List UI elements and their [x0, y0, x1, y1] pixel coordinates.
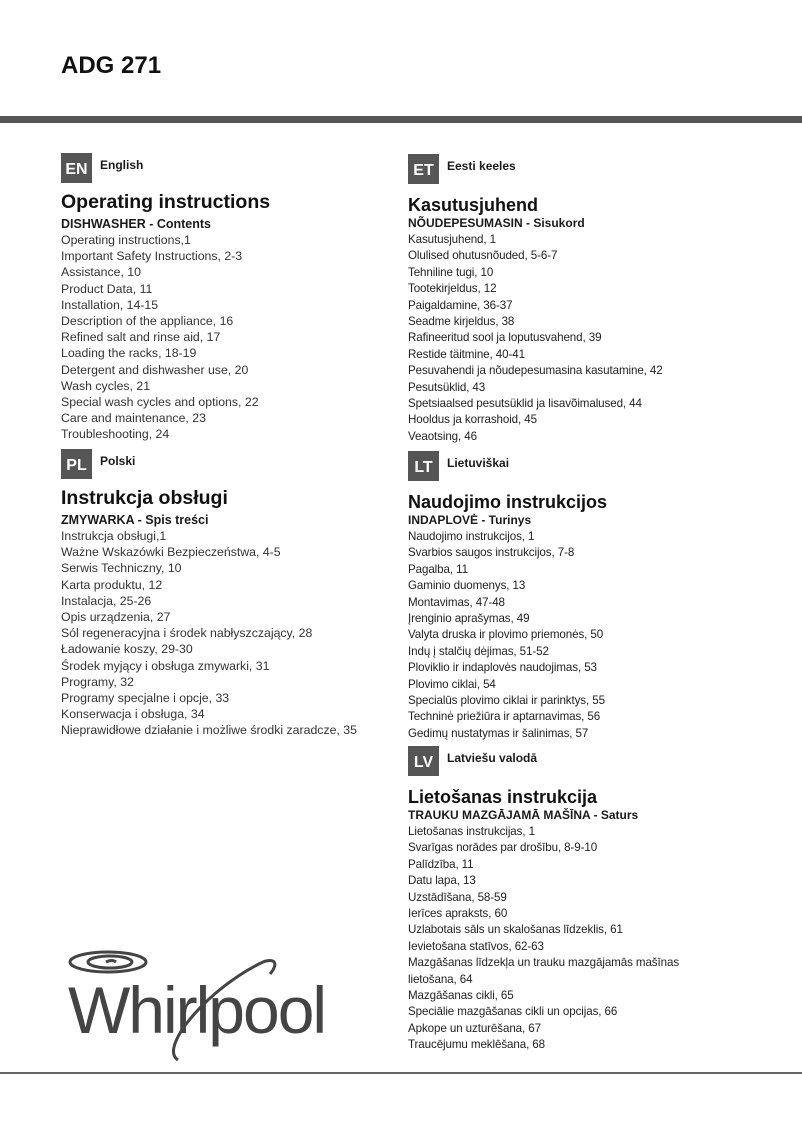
contents-item: Ważne Wskazówki Bezpieczeństwa, 4-5	[61, 545, 281, 560]
contents-item: Techninė priežiūra ir aptarnavimas, 56	[408, 710, 601, 724]
contents-item: Traucējumu meklēšana, 68	[408, 1038, 546, 1052]
footer-line	[0, 1072, 802, 1074]
language-name: Lietuviškai	[447, 456, 510, 470]
contents-item: Naudojimo instrukcijos, 1	[408, 530, 535, 543]
language-header	[408, 451, 607, 482]
language-code-badge: LV	[408, 746, 439, 776]
contents-item: Restide täitmine, 40-41	[408, 347, 525, 361]
contents-item: Opis urządzenia, 27	[61, 610, 171, 625]
contents-item: Detergent and dishwasher use, 20	[61, 362, 249, 377]
contents-item: Tootekirjeldus, 12	[408, 282, 497, 296]
contents-item: Valyta druska ir plovimo priemonės, 50	[408, 628, 604, 642]
section-subtitle: ZMYWARKA - Spis treści	[61, 513, 209, 527]
whirlpool-logo	[58, 948, 333, 1068]
contents-item: Montavimas, 47-48	[408, 595, 505, 609]
contents-list	[61, 232, 270, 443]
contents-item: Mazgāšanas cikli, 65	[408, 989, 514, 1003]
contents-item: Ierīces apraksts, 60	[408, 907, 508, 921]
contents-item: Środek myjący i obsługa zmywarki, 31	[61, 658, 270, 673]
contents-item: Datu lapa, 13	[408, 874, 476, 888]
contents-item: Instalacja, 25-26	[61, 593, 152, 608]
language-name: Latviešu valodā	[447, 751, 538, 765]
contents-item: Care and maintenance, 23	[61, 411, 206, 426]
contents-item: Important Safety Instructions, 2-3	[61, 249, 243, 264]
contents-item: Svarbios saugos instrukcijos, 7-8	[408, 546, 575, 560]
svg-text:Whirlpool: Whirlpool	[68, 973, 326, 1047]
section-title: Operating instructions	[61, 191, 271, 213]
contents-item: lietošana, 64	[408, 972, 473, 986]
language-code-badge: ET	[408, 154, 439, 184]
language-header	[408, 746, 679, 777]
contents-list	[408, 529, 607, 742]
section-title: Instrukcja obsługi	[61, 487, 228, 509]
contents-item: Speciālie mazgāšanas cikli un opcijas, 66	[408, 1005, 618, 1019]
language-header	[408, 154, 663, 185]
header-bar	[0, 116, 802, 123]
contents-item: Karta produktu, 12	[61, 577, 163, 592]
contents-list	[61, 528, 357, 739]
contents-item: Serwis Techniczny, 10	[61, 561, 182, 576]
contents-item: Ploviklio ir indaplovės naudojimas, 53	[408, 661, 597, 675]
section-title: Naudojimo instrukcijos	[408, 492, 608, 512]
contents-item: Mazgāšanas līdzekļa un trauku mazgājamās mašīnas	[408, 956, 680, 970]
contents-item: Gedimų nustatymas ir šalinimas, 57	[408, 726, 589, 740]
contents-item: Assistance, 10	[61, 265, 141, 280]
section-subtitle: INDAPLOVĖ - Turinys	[408, 513, 532, 527]
contents-item: Lietošanas instrukcijas, 1	[408, 825, 535, 838]
contents-item: Paigaldamine, 36-37	[408, 298, 513, 312]
language-code-badge: LT	[408, 451, 439, 481]
contents-item: Nieprawidłowe działanie i możliwe środki zaradcze, 35	[61, 723, 357, 738]
contents-item: Konserwacja i obsługa, 34	[61, 707, 205, 722]
language-header	[61, 153, 270, 184]
contents-item: Olulised ohutusnõuded, 5-6-7	[408, 249, 558, 263]
contents-item: Apkope un uzturēšana, 67	[408, 1021, 541, 1035]
contents-item: Seadme kirjeldus, 38	[408, 315, 515, 329]
contents-item: Įrenginio aprašymas, 49	[408, 612, 530, 626]
contents-item: Installation, 14-15	[61, 297, 159, 312]
section-subtitle: TRAUKU MAZGĀJAMĀ MAŠĪNA - Saturs	[408, 808, 639, 822]
contents-item: Sól regeneracyjna i środek nabłyszczający, 28	[61, 626, 313, 641]
section-en	[61, 153, 270, 443]
language-name: Polski	[100, 454, 136, 468]
contents-item: Palīdzība, 11	[408, 857, 474, 871]
language-code-badge: EN	[61, 153, 92, 183]
contents-item: Programy, 32	[61, 674, 134, 689]
contents-item: Gaminio duomenys, 13	[408, 579, 526, 593]
section-lv	[408, 746, 679, 1054]
contents-item: Uzstādīšana, 58-59	[408, 890, 507, 904]
section-subtitle: DISHWASHER - Contents	[61, 217, 211, 231]
contents-item: Instrukcja obsługi,1	[61, 529, 167, 543]
contents-item: Ievietošana statīvos, 62-63	[408, 939, 544, 953]
contents-item: Description of the appliance, 16	[61, 314, 234, 329]
contents-item: Product Data, 11	[61, 281, 153, 296]
contents-item: Pagalba, 11	[408, 562, 468, 576]
contents-item: Specialūs plovimo ciklai ir parinktys, 55	[408, 694, 605, 708]
contents-item: Veaotsing, 46	[408, 429, 477, 443]
section-title: Lietošanas instrukcija	[408, 787, 598, 807]
contents-item: Ładowanie koszy, 29-30	[61, 642, 193, 657]
contents-item: Spetsiaalsed pesutsüklid ja lisavõimalused, 44	[408, 397, 642, 411]
contents-item: Refined salt and rinse aid, 17	[61, 330, 221, 345]
language-header	[61, 449, 357, 480]
section-lt	[408, 451, 607, 742]
contents-item: Wash cycles, 21	[61, 378, 151, 393]
language-code-badge: PL	[61, 449, 92, 479]
contents-item: Indų į stalčių dėjimas, 51-52	[408, 644, 549, 658]
section-et	[408, 154, 663, 445]
contents-item: Operating instructions,1	[61, 233, 191, 247]
language-name: Eesti keeles	[447, 159, 516, 173]
contents-item: Plovimo ciklai, 54	[408, 677, 496, 691]
model-title: ADG 271	[61, 52, 162, 79]
contents-item: Rafineeritud sool ja loputusvahend, 39	[408, 331, 602, 345]
contents-list	[408, 232, 663, 445]
contents-item: Pesuvahendi ja nõudepesumasina kasutamine, 42	[408, 364, 663, 378]
contents-item: Troubleshooting, 24	[61, 427, 170, 442]
contents-item: Special wash cycles and options, 22	[61, 395, 259, 410]
contents-item: Pesutsüklid, 43	[408, 380, 486, 394]
contents-item: Loading the racks, 18-19	[61, 346, 197, 361]
contents-item: Programy specjalne i opcje, 33	[61, 691, 230, 706]
contents-item: Hooldus ja korrashoid, 45	[408, 413, 537, 427]
section-subtitle: NÕUDEPESUMASIN - Sisukord	[408, 216, 585, 230]
contents-item: Tehniline tugi, 10	[408, 265, 494, 279]
contents-item: Svarīgas norādes par drošību, 8-9-10	[408, 841, 598, 855]
contents-list	[408, 824, 679, 1054]
section-pl	[61, 449, 357, 739]
contents-item: Uzlabotais sāls un skalošanas līdzeklis, 61	[408, 923, 623, 937]
contents-item: Kasutusjuhend, 1	[408, 233, 496, 246]
language-name: English	[100, 158, 144, 172]
section-title: Kasutusjuhend	[408, 195, 539, 215]
